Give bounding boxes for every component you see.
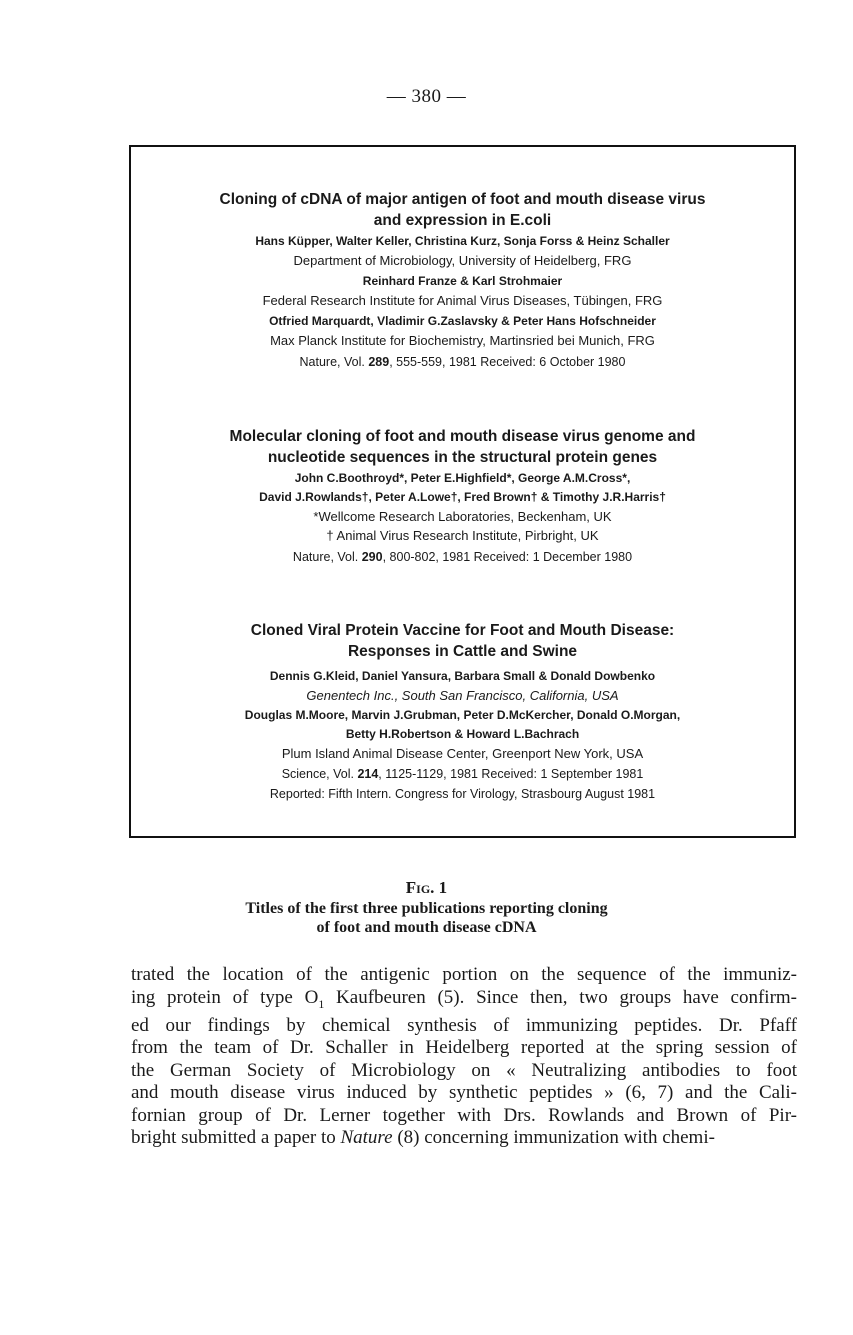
- journal-name-nature: Nature: [340, 1127, 393, 1149]
- body-line-8: [131, 1127, 797, 1150]
- body-line-8-a: bright submitted a paper to: [131, 1127, 341, 1149]
- pub-2-title-line-2: nucleotide sequences in the structural protein genes: [267, 449, 658, 466]
- pub-1-title-line-2: and expression in E.coli: [373, 212, 552, 229]
- pub-2-citation-rest: , 800-802, 1981 Received: 1 December 1980: [382, 550, 633, 564]
- caption-line-2: of foot and mouth disease cDNA: [316, 919, 537, 936]
- pub-1-journal: Nature, Vol.: [299, 355, 365, 369]
- pub-3-title-line-1: Cloned Viral Protein Vaccine for Foot and Mouth Disease:: [250, 622, 675, 639]
- caption-line-1: Titles of the first three publications reporting cloning: [245, 900, 608, 917]
- page-number: — 380 —: [386, 86, 467, 107]
- body-line-3: ed our findings by chemical synthesis of immunizing peptides. Dr. Pfaff: [131, 1014, 797, 1036]
- body-line-5: the German Society of Microbiology on « Neutralizing antibodies to foot: [131, 1059, 797, 1081]
- pub-2-authors-2: David J.Rowlands†, Peter A.Lowe†, Fred Brown† & Timothy J.R.Harris†: [259, 490, 666, 504]
- pub-1-volume: 289: [368, 355, 390, 369]
- pub-1-authors-3: Otfried Marquardt, Vladimir G.Zaslavsky & Peter Hans Hofschneider: [269, 314, 656, 328]
- figure-box: [129, 145, 796, 838]
- pub-3-authors-2: Douglas M.Moore, Marvin J.Grubman, Peter D.McKercher, Donald O.Morgan,: [244, 708, 681, 722]
- pub-1-citation-rest: , 555-559, 1981 Received: 6 October 1980: [389, 355, 626, 369]
- pub-3-journal: Science, Vol.: [281, 767, 354, 781]
- pub-2-journal: Nature, Vol.: [292, 550, 359, 564]
- body-line-1: trated the location of the antigenic portion on the sequence of the immuniz-: [131, 964, 797, 985]
- figure-caption: [0, 878, 853, 937]
- body-line-2-subscript: 1: [318, 996, 325, 1011]
- pub-3-title-line-2: Responses in Cattle and Swine: [347, 643, 578, 660]
- body-paragraph: [131, 964, 797, 1150]
- pub-3-authors-3: Betty H.Robertson & Howard L.Bachrach: [345, 727, 580, 741]
- pub-3-citation: [131, 764, 794, 784]
- pub-3-reported: Reported: Fifth Intern. Congress for Virology, Strasbourg August 1981: [269, 787, 656, 801]
- figure-label: Fig. 1: [405, 878, 448, 897]
- pub-3-authors-1: Dennis G.Kleid, Daniel Yansura, Barbara Small & Donald Dowbenko: [269, 669, 656, 683]
- pub-2-volume: 290: [361, 550, 383, 564]
- publication-3: [131, 620, 794, 804]
- pub-2-affiliation-1: *Wellcome Research Laboratories, Beckenham, UK: [313, 509, 612, 524]
- body-line-2-a: ing protein of type O: [131, 986, 319, 1008]
- body-line-4: from the team of Dr. Schaller in Heidelberg reported at the spring session of: [131, 1037, 797, 1059]
- body-line-2-b: Kaufbeuren (5). Since then, two groups have confirm-: [324, 986, 798, 1008]
- publication-2: [131, 426, 794, 567]
- body-line-2: [131, 987, 797, 1015]
- pub-3-affiliation-2: Plum Island Animal Disease Center, Greenport New York, USA: [281, 746, 644, 761]
- pub-3-citation-rest: , 1125-1129, 1981 Received: 1 September 1981: [378, 767, 644, 781]
- pub-1-affiliation-2: Federal Research Institute for Animal Virus Diseases, Tübingen, FRG: [262, 293, 663, 308]
- body-line-8-b: (8) concerning immunization with chemi-: [392, 1127, 715, 1149]
- pub-1-affiliation-1: Department of Microbiology, University of Heidelberg, FRG: [293, 253, 632, 268]
- pub-2-affiliation-2: † Animal Virus Research Institute, Pirbright, UK: [326, 528, 599, 543]
- pub-2-authors-1: John C.Boothroyd*, Peter E.Highfield*, George A.M.Cross*,: [294, 471, 631, 485]
- pub-3-affiliation-1: Genentech Inc., South San Francisco, California, USA: [306, 688, 619, 703]
- pub-2-citation: [131, 547, 794, 567]
- pub-1-authors-1: Hans Küpper, Walter Keller, Christina Kurz, Sonja Forss & Heinz Schaller: [255, 234, 670, 248]
- publication-1: [131, 189, 794, 372]
- pub-1-affiliation-3: Max Planck Institute for Biochemistry, Martinsried bei Munich, FRG: [270, 333, 655, 348]
- pub-2-title-line-1: Molecular cloning of foot and mouth disease virus genome and: [229, 428, 696, 445]
- pub-3-volume: 214: [357, 767, 379, 781]
- pub-1-authors-2: Reinhard Franze & Karl Strohmaier: [362, 274, 563, 288]
- body-line-7: fornian group of Dr. Lerner together with Drs. Rowlands and Brown of Pir-: [131, 1104, 797, 1126]
- body-line-6: and mouth disease virus induced by synthetic peptides » (6, 7) and the Cali-: [131, 1082, 797, 1104]
- pub-1-title-line-1: Cloning of cDNA of major antigen of foot and mouth disease virus: [219, 191, 706, 208]
- pub-1-citation: [131, 352, 794, 372]
